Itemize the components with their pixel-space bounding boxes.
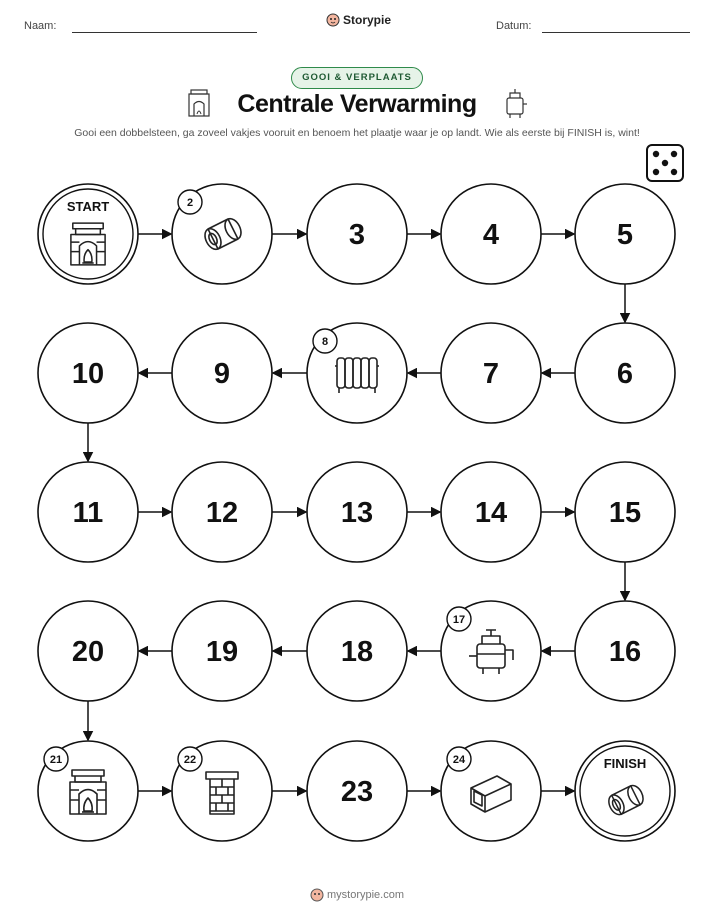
- board-space: [575, 323, 675, 423]
- board-space: [441, 601, 541, 701]
- space-number: 21: [49, 754, 63, 766]
- board-space: [172, 601, 272, 701]
- footer-url: mystorypie.com: [327, 889, 405, 901]
- board-space: [307, 601, 407, 701]
- space-number: 23: [340, 776, 374, 808]
- board-space: [441, 741, 541, 841]
- board-space: [38, 462, 138, 562]
- space-number: 12: [205, 497, 239, 529]
- instructions: Gooi een dobbelsteen, ga zoveel vakjes vooruit en benoem het plaatje waar je op landt. Wie als eerste bij FINISH is, wint!: [74, 127, 640, 139]
- space-number: 11: [72, 497, 104, 529]
- space-label: FINISH: [603, 756, 647, 771]
- space-number: 3: [348, 219, 366, 251]
- space-number: 15: [608, 497, 642, 529]
- date-label: Datum:: [496, 20, 532, 32]
- board-space: [38, 741, 138, 841]
- board-space: [307, 323, 407, 423]
- space-number: 8: [321, 336, 329, 348]
- space-number: 4: [482, 219, 500, 251]
- board-space: [38, 601, 138, 701]
- footer: [310, 888, 404, 902]
- space-number: 10: [71, 358, 105, 390]
- board-space: [441, 184, 541, 284]
- finish-space: [575, 741, 675, 841]
- board-space: [172, 462, 272, 562]
- name-label: Naam:: [24, 20, 57, 32]
- space-number: 22: [183, 754, 197, 766]
- space-number: 17: [452, 614, 466, 626]
- space-number: 2: [186, 197, 194, 209]
- mascot-icon: [310, 888, 324, 902]
- space-number: 19: [205, 636, 239, 668]
- board-space: [575, 601, 675, 701]
- board-space: [172, 741, 272, 841]
- board-space: [575, 462, 675, 562]
- space-number: 16: [608, 636, 642, 668]
- space-number: 6: [616, 358, 634, 390]
- game-type-badge: GOOI & VERPLAATS: [291, 67, 423, 89]
- space-number: 24: [452, 754, 466, 766]
- space-number: 14: [474, 497, 508, 529]
- brand-name: Storypie: [343, 13, 392, 27]
- space-number: 20: [71, 636, 105, 668]
- board-space: [172, 323, 272, 423]
- space-number: 13: [340, 497, 374, 529]
- board-space: [575, 184, 675, 284]
- space-number: 9: [213, 358, 231, 390]
- board-space: [441, 323, 541, 423]
- board-space: [307, 741, 407, 841]
- space-number: 18: [340, 636, 374, 668]
- board-space: [172, 184, 272, 284]
- start-space: [38, 184, 138, 284]
- board-space: [307, 184, 407, 284]
- space-label: START: [66, 199, 110, 214]
- space-number: 5: [616, 219, 634, 251]
- board-space: [38, 323, 138, 423]
- board-space: [441, 462, 541, 562]
- page-title: Centrale Verwarming: [237, 90, 477, 118]
- board-space: [307, 462, 407, 562]
- space-number: 7: [482, 358, 500, 390]
